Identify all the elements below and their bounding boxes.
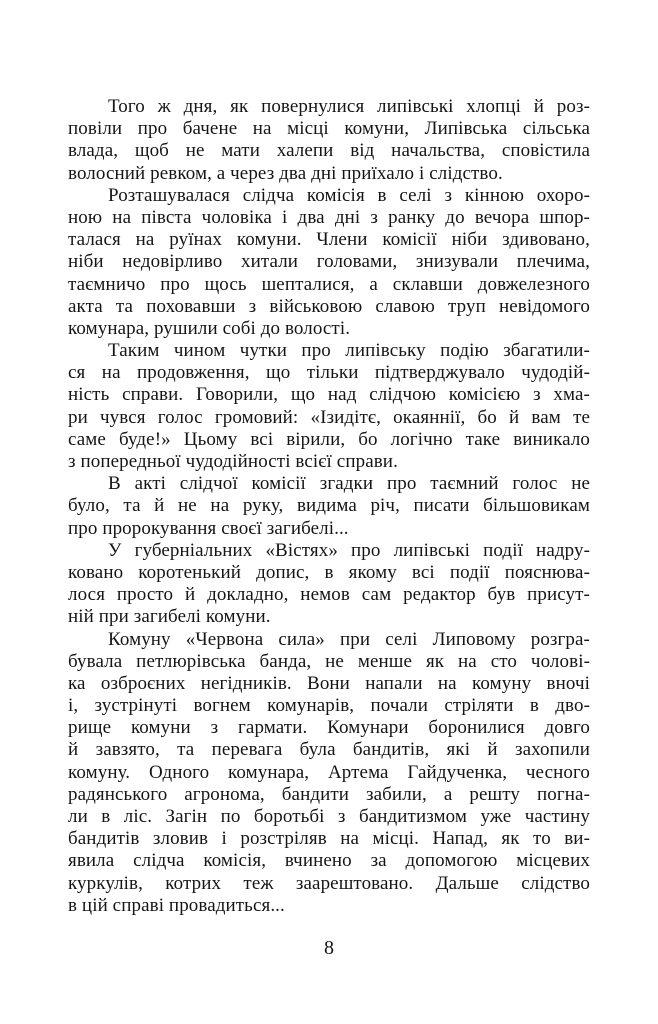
paragraph (68, 473, 590, 540)
text-line: Того ж дня, як повернулися липівські хлопці й роз- (108, 96, 590, 117)
paragraph (68, 96, 590, 185)
text-line: явила слідча комісія, вчинено за допомогою місцевих (68, 850, 590, 872)
text-line: радянського агронома, бандити забили, а решту погна- (68, 783, 590, 805)
text-line: У губерніальних «Вістях» про липівські події надру- (108, 539, 590, 561)
text-line: про пророкування своєї загибелі... (68, 517, 349, 539)
text-line: ність справи. Говорили, що над слідчою комісією з хма- (68, 384, 590, 406)
text-line: з попередньої чудодійності всієї справи. (68, 451, 398, 472)
text-line: ка озброєних негідників. Вони напали на комуну вночі (68, 672, 590, 694)
text-line: таємничо про щось шепталися, а склавши довжелезного (68, 273, 590, 295)
paragraph (68, 540, 590, 629)
page-number: 8 (324, 937, 334, 959)
text-line: ри чувся голос громовий: «Ізидітє, окаяннії, бо й вам те (68, 406, 590, 428)
text-line: й завзято, та перевага була бандитів, які й захопили (68, 739, 590, 761)
text-line: Розташувалася слідча комісія в селі з кінною охоро- (108, 184, 590, 206)
paragraph (68, 629, 590, 917)
paragraph (68, 185, 590, 340)
paragraph (68, 340, 590, 473)
text-line: ною на півста чоловіка і два дні з ранку до вечора шпор- (68, 206, 590, 228)
text-line: ній при загибелі комуни. (68, 606, 271, 628)
text-line: ли в ліс. Загін по боротьбі з бандитизмом уже частину (68, 806, 590, 827)
page-text (68, 96, 590, 917)
text-line: саме буде!» Цьому всі вірили, бо логічно таке виникало (68, 428, 590, 450)
text-line: Комуну «Червона сила» при селі Липовому розгра- (108, 628, 590, 650)
text-line: Таким чином чутки про липівську подію збагатили- (108, 340, 590, 362)
text-line: і, зустрінуті вогнем комунарів, почали стріляти в дво- (68, 695, 590, 717)
text-line: комуну. Одного комунара, Артема Гайдученка, чесного (68, 761, 590, 783)
text-line: в цій справі провадиться... (68, 894, 285, 916)
text-line: бандитів зловив і розстріляв на місці. Напад, як то ви- (68, 828, 590, 850)
text-line: рище комуни з гармати. Комунари боронилися довго (68, 717, 590, 739)
text-line: комунара, рушили собі до волості. (68, 317, 351, 339)
text-line: В акті слідчої комісії згадки про таємний голос не (108, 473, 590, 495)
text-line: лося просто й докладно, немов сам редактор був присут- (68, 584, 590, 606)
text-line: було, та й не на руку, видима річ, писати більшовикам (68, 495, 590, 517)
text-line: ся на продовження, що тільки підтверджувало чудодій- (68, 362, 590, 384)
text-line: волосний ревком, а через два дні приїхало і слідство. (68, 162, 503, 184)
text-line: повіли про бачене на місці комуни, Липівська сільська (68, 118, 590, 140)
text-line: талася на руїнах комуни. Члени комісії ніби здивовано, (68, 229, 590, 251)
text-line: куркулів, котрих теж заарештовано. Дальше слідство (68, 872, 590, 894)
text-line: акта та поховавши з військовою славою труп невідомого (68, 295, 590, 317)
text-line: ніби недовірливо хитали головами, знизували плечима, (68, 251, 590, 273)
text-line: влада, щоб не мати халепи від начальства, сповістила (68, 140, 590, 162)
text-line: ковано коротенький допис, в якому всі події пояснюва- (68, 561, 590, 583)
text-line: бувала петлюрівська банда, не менше як на сто чолові- (68, 650, 590, 672)
